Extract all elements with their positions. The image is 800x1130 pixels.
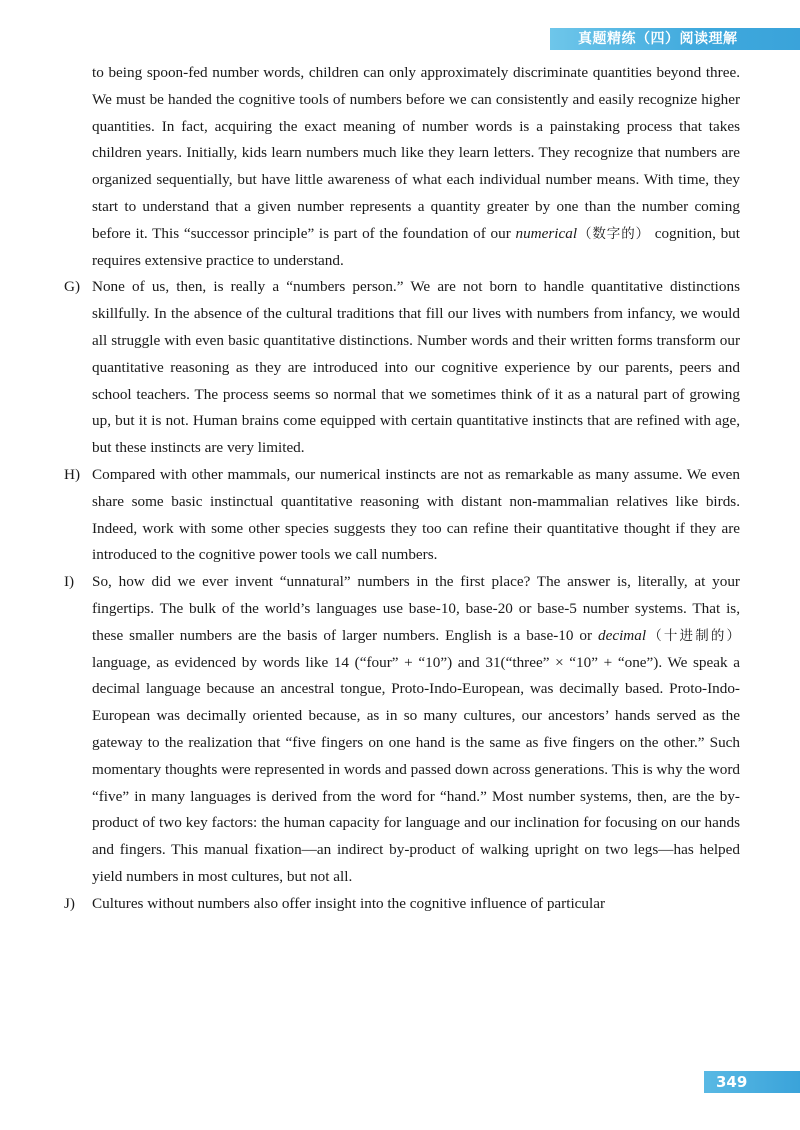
gloss-decimal: （十进制的） — [646, 627, 741, 644]
paragraph-label-j: J) — [64, 894, 75, 912]
paragraph-text-h: Compared with other mammals, our numerical instincts are not as remarkable as many assume. We even share some basic instinctual quantitative reasoning with distant non-mammalian relatives like birds. Indeed, work with some other species suggests they too can refine their quantitative thought if they are introduced to the cognitive power tools we call numbers. — [92, 465, 740, 564]
paragraph-i — [64, 569, 740, 891]
article-body — [64, 60, 740, 918]
continuation-text-b: cognition, but requires extensive practice to understand. — [92, 224, 740, 269]
paragraph-text-j: Cultures without numbers also offer insight into the cognitive influence of particular — [92, 894, 606, 912]
section-header-tab: 真题精练（四）阅读理解 — [550, 28, 800, 50]
term-decimal: decimal — [598, 626, 647, 644]
paragraph-i-text-a: So, how did we ever invent “unnatural” numbers in the first place? The answer is, literally, at your fingertips. The bulk of the world’s languages use base-10, base-20 or base-5 number systems. That is, these smaller numbers are the basis of larger numbers. English is a base-10 or — [92, 573, 740, 644]
paragraph-text-i — [92, 569, 740, 891]
paragraph-text-g: None of us, then, is really a “numbers person.” We are not born to handle quantitative distinctions skillfully. In the absence of the cultural traditions that fill our lives with numbers from infancy, we would all struggle with even basic quantitative distinctions. Number words and their written forms transform our quantitative reasoning as they are introduced into our cognitive experience by our parents, peers and school teachers. The process seems so normal that we sometimes think of it as a natural part of growing up, but it is not. Human brains come equipped with certain quantitative instincts that are refined with age, but these instincts are very limited. — [92, 278, 740, 457]
paragraph-label-h: H) — [64, 465, 81, 483]
gloss-numerical: （数字的） — [577, 225, 651, 242]
paragraph-label-i: I) — [64, 573, 75, 591]
paragraph-f-continuation — [64, 60, 740, 274]
paragraph-i-text-b: language, as evidenced by words like 14 (“four” + “10”) and 31(“three” × “10” + “one”). We speak a decimal language because an ancestral tongue, Proto-Indo-European, was decimally based. Proto-Indo-European was decimally oriented because, as in so many cultures, our ancestors’ hands served as the gateway to the realization that “five fingers on one hand is the same as five fingers on the other.” Such momentary thoughts were represented in words and passed down across generations. This is why the word “five” in many languages is derived from the word for “hand.” Most number systems, then, are the by-product of two key factors: the human capacity for language and our inclination for focusing on our hands and fingers. This manual fixation—an indirect by-product of walking upright on two legs—has helped yield numbers in most cultures, but not all. — [92, 653, 740, 885]
paragraph-label-g: G) — [64, 278, 81, 296]
term-numerical: numerical — [515, 224, 578, 242]
paragraph-h — [64, 462, 740, 569]
page-number-badge: 349 — [704, 1071, 800, 1093]
paragraph-g — [64, 274, 740, 462]
paragraph-j — [64, 891, 740, 918]
continuation-text-a: to being spoon-fed number words, children can only approximately discriminate quantities beyond three. We must be handed the cognitive tools of numbers before we can consistently and easily recognize higher quantities. In fact, acquiring the exact meaning of number words is a painstaking process that takes children years. Initially, kids learn numbers much like they learn letters. They recognize that numbers are organized sequentially, but have little awareness of what each individual number means. With time, they start to understand that a given number represents a quantity greater by one than the number coming before it. This “successor principle” is part of the foundation of our — [92, 64, 740, 242]
